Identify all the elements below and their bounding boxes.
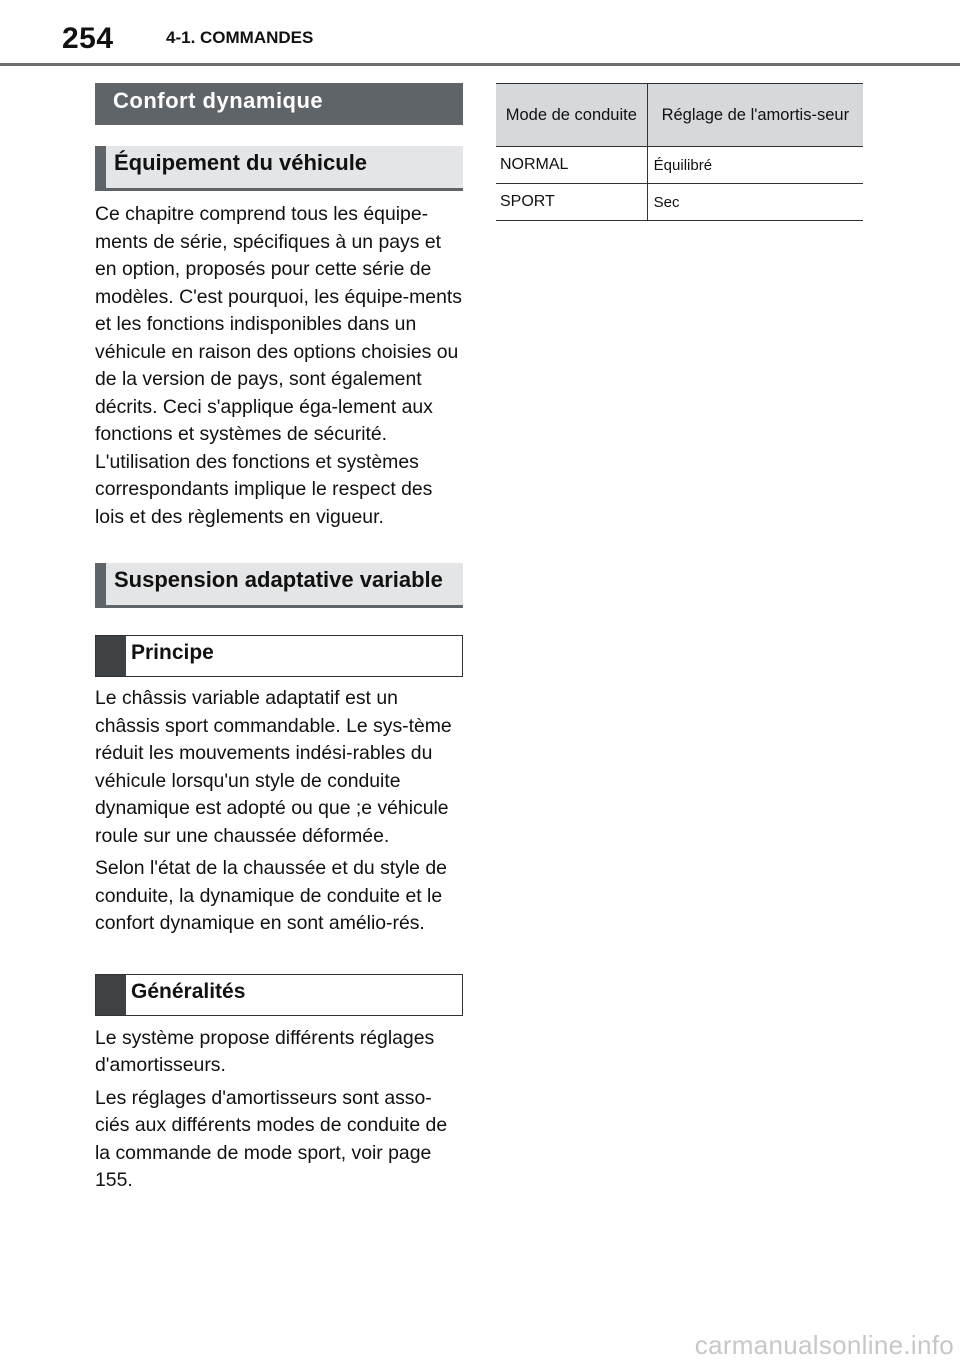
table-cell: SPORT	[496, 184, 647, 221]
table-cell: NORMAL	[496, 147, 647, 184]
principle-paragraph-2: Selon l'état de la chaussée et du style de conduite, la dynamique de conduite et le confort dynamique en sont amélio-rés.	[95, 857, 447, 934]
table-row	[496, 184, 863, 221]
heading-bar	[96, 975, 126, 1015]
table-row	[496, 147, 863, 184]
general-paragraph-2: Les réglages d'amortisseurs sont asso-ciés aux différents modes de conduite de la commande de mode sport, voir page 155.	[95, 1086, 448, 1191]
principle-heading-text: Principe	[131, 641, 214, 664]
suspension-heading-text: Suspension adaptative variable	[114, 567, 443, 592]
section-title: Confort dynamique	[95, 83, 463, 125]
left-column	[95, 83, 463, 1195]
table-header-cell: Réglage de l'amortis-seur	[647, 84, 863, 147]
equipment-paragraph: Ce chapitre comprend tous les équipe-ments de série, spécifiques à un pays et en option, proposés pour cette série de modèles. C'est pourquoi, les équipe-ments et les fonctions indisponibles dans un véhicule en raison des options choisies ou de la version de pays, sont également décrits. Ceci s'applique éga-lement aux fonctions et systèmes de sécurité. L'utilisation des fonctions et systèmes correspondants implique le respect des lois et des règlements en vigueur.	[95, 203, 462, 528]
heading-bar	[95, 146, 106, 188]
table-header-cell: Mode de conduite	[496, 84, 647, 147]
header-rule	[0, 63, 960, 66]
equipment-heading-text: Équipement du véhicule	[114, 150, 368, 175]
equipment-heading	[95, 146, 463, 191]
page-number: 254	[62, 22, 114, 55]
heading-bar	[96, 636, 126, 676]
damper-settings-table	[496, 83, 863, 221]
general-paragraph-1: Le système propose différents réglages d'amortisseurs.	[95, 1026, 435, 1076]
watermark: carmanualsonline.info	[694, 1330, 954, 1360]
suspension-heading	[95, 563, 463, 608]
general-heading	[95, 974, 463, 1016]
chapter-title: 4-1. COMMANDES	[166, 28, 314, 47]
general-heading-text: Généralités	[131, 979, 246, 1003]
table-cell: Sec	[647, 184, 863, 221]
heading-bar	[95, 563, 106, 605]
principle-heading	[95, 635, 463, 677]
principle-paragraph-1: Le châssis variable adaptatif est un châssis sport commandable. Le sys-tème réduit les mouvements indési-rables du véhicule lorsqu'un style de conduite dynamique est adopté ou que ;e véhicule roule sur une chaussée déformée.	[95, 687, 452, 847]
table-cell: Équilibré	[647, 147, 863, 184]
table-header-row	[496, 84, 863, 147]
